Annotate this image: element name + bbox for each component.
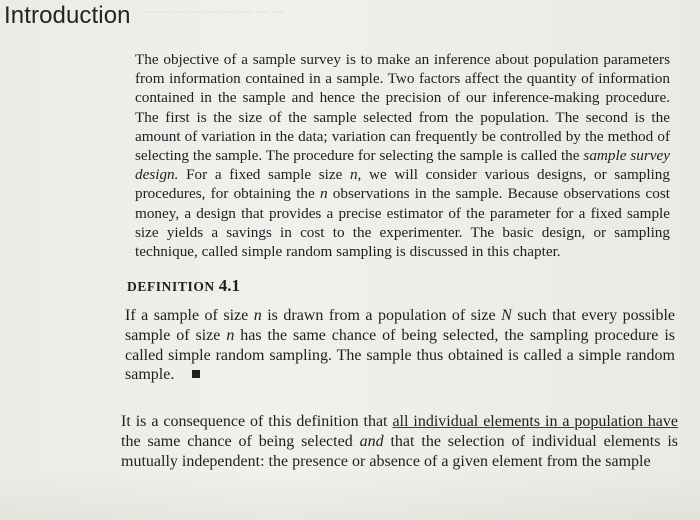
- intro-segment: , we will consider various designs, or sampling procedures, for obtaining the: [135, 166, 670, 203]
- intro-variable: n: [319, 185, 328, 203]
- intro-paragraph: [135, 50, 670, 261]
- closing-segment: that the selection of individual elements is mutually independent: the presence or absence of a given element from the sample: [121, 432, 679, 470]
- definition-number: 4.1: [218, 276, 240, 295]
- definition-variable: N: [501, 307, 512, 324]
- definition-segment: such that every possible sample of size: [125, 307, 676, 344]
- pen-underlined-text: all individual elements in a population have: [392, 413, 678, 430]
- intro-segment: observations in the sample. Because observations cost money, a design that provides a precise estimator of the parameter for a fixed sample size yields a savings in cost to the experimenter. The basic design, or sampling technique, called simple random sampling is discussed in this chapter.: [135, 185, 670, 261]
- definition-heading: [127, 276, 240, 296]
- closing-emphasis: and: [359, 432, 384, 450]
- end-of-definition-icon: [192, 370, 200, 378]
- closing-segment: the same chance of being selected: [121, 432, 360, 450]
- intro-variable: n: [349, 166, 358, 184]
- closing-paragraph: [121, 412, 678, 471]
- intro-segment: The objective of a sample survey is to make an inference about population parameters from information contained in a sample. Two factors affect the quantity of information contained in the sample and hence the precision of our inference-making procedure. The first is the size of the sample selected from the population. The second is the amount of variation in the data; variation can frequently be controlled by the method of selecting the sample. The procedure for selecting the sample is called the: [135, 51, 670, 165]
- definition-segment: If a sample of size: [125, 307, 254, 324]
- bleed-through-text: — — — — — — — — —: [145, 4, 286, 19]
- definition-label: DEFINITION: [127, 279, 215, 294]
- definition-variable: n: [253, 307, 262, 324]
- section-title: Introduction: [4, 2, 131, 29]
- definition-variable: n: [226, 326, 235, 344]
- closing-segment: It is a consequence of this definition that: [121, 413, 393, 430]
- intro-term: sample survey design.: [135, 147, 670, 184]
- intro-segment: For a fixed sample size: [178, 166, 350, 184]
- page-shadow: [0, 470, 700, 520]
- definition-segment: has the same chance of being selected, the sampling procedure is called simple random sampling. The sample thus obtained is called a simple random sample.: [125, 326, 675, 384]
- definition-segment: is drawn from a population of size: [261, 307, 502, 324]
- definition-paragraph: [125, 306, 675, 385]
